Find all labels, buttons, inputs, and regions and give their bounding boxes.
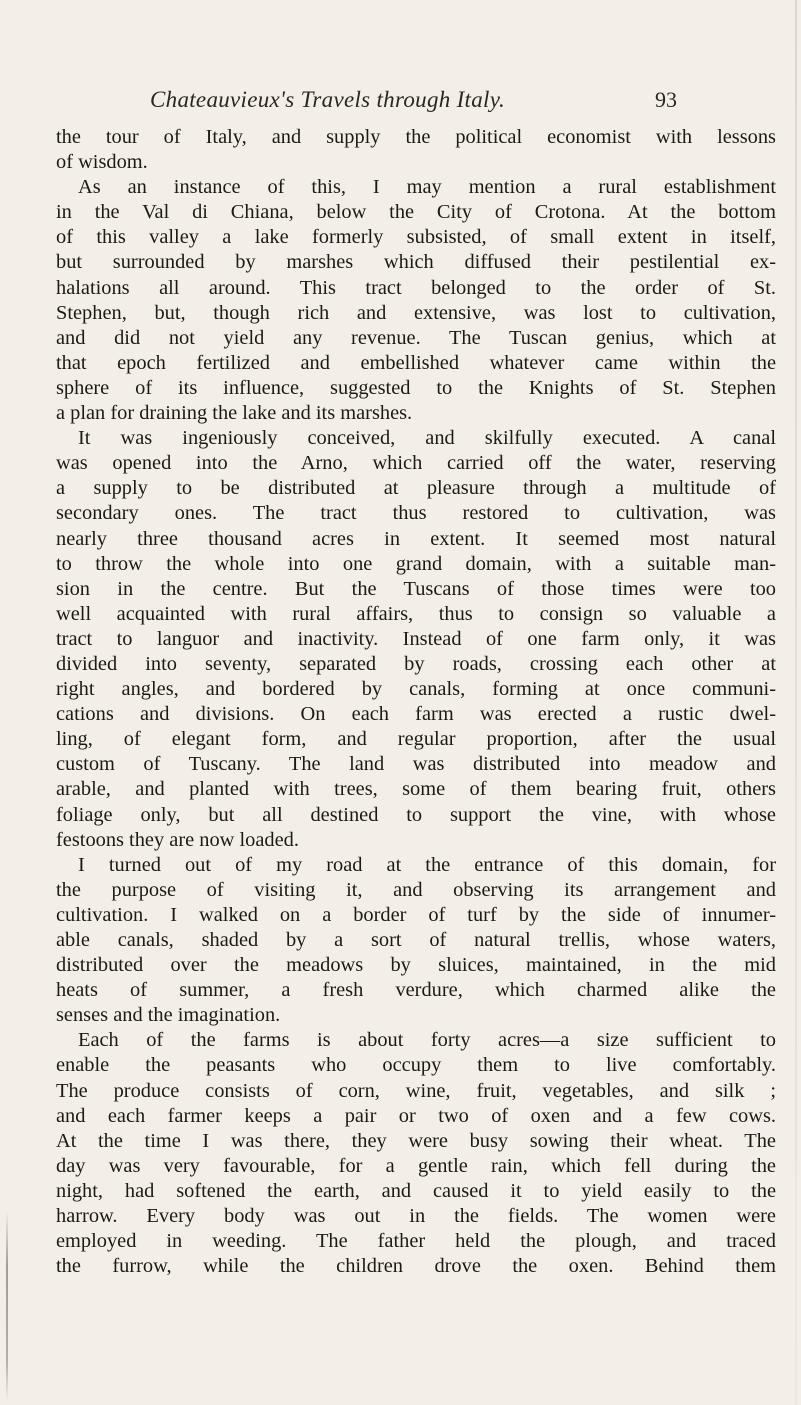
text-line: a supply to be distributed at pleasure through a multitude of [56, 477, 776, 500]
text-line: and each farmer keeps a pair or two of oxen and a few cows. [56, 1104, 776, 1127]
text-line: of wisdom. [56, 151, 148, 174]
text-line: halations all around. This tract belonged to the order of St. [56, 276, 776, 299]
text-line: sphere of its influence, suggested to the Knights of St. Stephen [56, 376, 776, 399]
text-line: employed in weeding. The father held the plough, and traced [56, 1230, 776, 1253]
text-line: right angles, and bordered by canals, forming at once communi- [56, 678, 776, 701]
text-line: Stephen, but, though rich and extensive, was lost to cultivation, [56, 301, 776, 324]
text-line: Each of the farms is about forty acres—a size sufficient to [78, 1029, 776, 1052]
text-line: distributed over the meadows by sluices, maintained, in the mid [56, 954, 776, 977]
running-head [0, 87, 801, 117]
text-line: festoons they are now loaded. [56, 828, 299, 851]
text-line: of this valley a lake formerly subsisted, of small extent in itself, [56, 226, 776, 249]
text-line: secondary ones. The tract thus restored to cultivation, was [56, 502, 776, 525]
text-line: cultivation. I walked on a border of turf by the side of innumer- [56, 903, 776, 926]
text-line: nearly three thousand acres in extent. It seemed most natural [56, 527, 776, 550]
text-line: sion in the centre. But the Tuscans of those times were too [56, 577, 776, 600]
text-line: custom of Tuscany. The land was distributed into meadow and [56, 753, 776, 776]
text-line: the furrow, while the children drove the oxen. Behind them [56, 1255, 776, 1278]
text-line: to throw the whole into one grand domain, with a suitable man- [56, 552, 776, 575]
text-line: divided into seventy, separated by roads, crossing each other at [56, 652, 776, 675]
body-text [56, 125, 776, 1279]
running-title: Chateauvieux's Travels through Italy. [150, 87, 506, 112]
text-line: senses and the imagination. [56, 1004, 281, 1027]
text-line: cations and divisions. On each farm was erected a rustic dwel- [56, 703, 776, 726]
page-edge [795, 0, 797, 1405]
text-line: arable, and planted with trees, some of them bearing fruit, others [56, 778, 776, 801]
text-line: harrow. Every body was out in the fields. The women were [56, 1205, 776, 1228]
text-line: foliage only, but all destined to support the vine, with whose [56, 803, 776, 826]
text-line: enable the peasants who occupy them to live comfortably. [56, 1054, 776, 1077]
text-line: was opened into the Arno, which carried off the water, reserving [56, 452, 776, 475]
text-line: day was very favourable, for a gentle rain, which fell during the [56, 1154, 776, 1177]
text-line: able canals, shaded by a sort of natural trellis, whose waters, [56, 929, 776, 951]
text-line: in the Val di Chiana, below the City of Crotona. At the bottom [56, 201, 776, 224]
text-line: night, had softened the earth, and caused it to yield easily to the [56, 1179, 776, 1202]
text-line: As an instance of this, I may mention a rural establishment [78, 176, 776, 199]
text-line: ling, of elegant form, and regular proportion, after the usual [56, 728, 776, 751]
text-line: At the time I was there, they were busy sowing their wheat. The [56, 1129, 776, 1152]
text-line: and did not yield any revenue. The Tuscan genius, which at [56, 326, 776, 349]
text-line: that epoch fertilized and embellished whatever came within the [56, 351, 776, 374]
text-line: The produce consists of corn, wine, fruit, vegetables, and silk ; [56, 1079, 776, 1102]
text-line: heats of summer, a fresh verdure, which charmed alike the [56, 979, 776, 1002]
text-line: the purpose of visiting it, and observing its arrangement and [56, 878, 776, 901]
text-line: the tour of Italy, and supply the political economist with lessons [56, 126, 776, 148]
page-number: 93 [655, 87, 677, 112]
text-line: well acquainted with rural affairs, thus to consign so valuable a [56, 602, 776, 625]
text-line: I turned out of my road at the entrance of this domain, for [78, 853, 776, 876]
text-line: but surrounded by marshes which diffused their pestilential ex- [56, 251, 776, 274]
text-line: tract to languor and inactivity. Instead of one farm only, it was [56, 627, 776, 650]
text-line: It was ingeniously conceived, and skilfully executed. A canal [78, 427, 776, 450]
margin-shadow [6, 1210, 8, 1400]
text-line: a plan for draining the lake and its marshes. [56, 402, 413, 425]
